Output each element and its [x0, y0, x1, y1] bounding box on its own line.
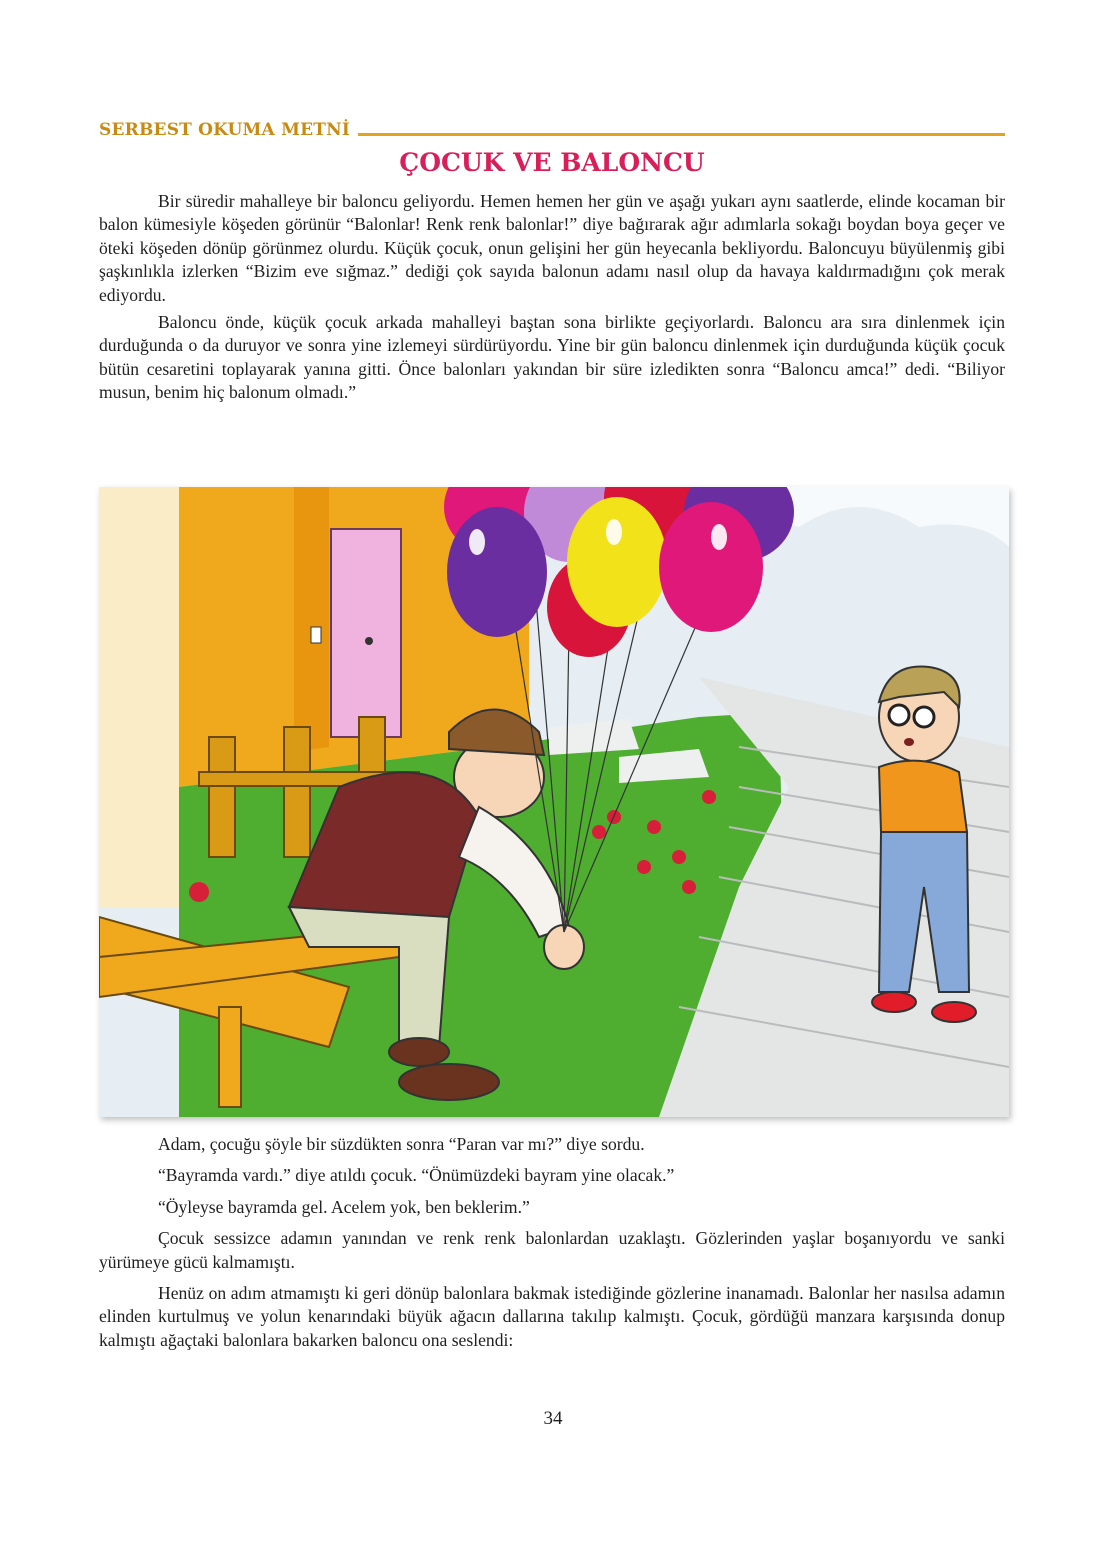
paragraph: Çocuk sessizce adamın yanından ve renk renk balonlardan uzaklaştı. Gözlerinden yaşlar boşanıyordu ve sanki yürümeye gücü kalmamıştı. — [99, 1228, 1005, 1272]
dialog-line: Adam, çocuğu şöyle bir süzdükten sonra “Paran var mı?” diye sordu. — [158, 1134, 645, 1154]
story-illustration — [99, 487, 1009, 1117]
dialog-line: “Öyleyse bayramda gel. Acelem yok, ben beklerim.” — [158, 1196, 530, 1217]
section-rule — [358, 133, 1005, 136]
section-header — [99, 116, 1005, 140]
story-title: ÇOCUK VE BALONCU — [399, 148, 705, 177]
section-label: SERBEST OKUMA METNİ — [99, 120, 350, 140]
dialog-text — [99, 1133, 1005, 1352]
intro-text — [99, 190, 1005, 405]
dialog-line: “Bayramda vardı.” diye atıldı çocuk. “Önümüzdeki bayram yine olacak.” — [158, 1165, 675, 1186]
page-number: 34 — [543, 1408, 563, 1429]
illustration-scene — [99, 487, 1009, 1117]
paragraph: Henüz on adım atmamıştı ki geri dönüp balonlara bakmak istediğinde gözlerine inanamadı. Balonlar her nasılsa adamın elinden kurtulmuş ve yolun kenarındaki büyük ağacın dallarına takılıp kalmıştı. Çocuk, gördüğü manzara karşısında donup kalmıştı ağaçtaki balonlara bakarken baloncu ona seslendi: — [99, 1283, 1005, 1350]
paragraph: Baloncu önde, küçük çocuk arkada mahalleyi baştan sona birlikte geçiyorlardı. Baloncu ara sıra dinlenmek için durduğunda o da duruyor ve sonra yine izlemeyi sürdürüyordu. Yine bir gün baloncu dinlenmek için durduğunda küçük çocuk bütün cesaretini toplayarak yanına gitti. Önce balonları yakından bir süre izledikten sonra “Baloncu amca!” dedi. “Biliyor musun, benim hiç balonum olmadı.” — [99, 312, 1005, 403]
paragraph: Bir süredir mahalleye bir baloncu geliyordu. Hemen hemen her gün ve aşağı yukarı aynı saatlerde, elinde kocaman bir balon kümesiyle köşeden görünür “Balonlar! Renk renk balonlar!” diye bağırarak ağır adımlarla sokağı boydan boya geçer ve öteki köşeden dönüp görünmez olurdu. Küçük çocuk, onun gelişini her gün heyecanla bekliyordu. Baloncuyu büyülenmiş gibi şaşkınlıkla izlerken “Bizim eve sığmaz.” dediği çok sayıda balonun adamı nasıl olup da havaya kaldırmadığını çok merak ediyordu. — [99, 191, 1005, 305]
